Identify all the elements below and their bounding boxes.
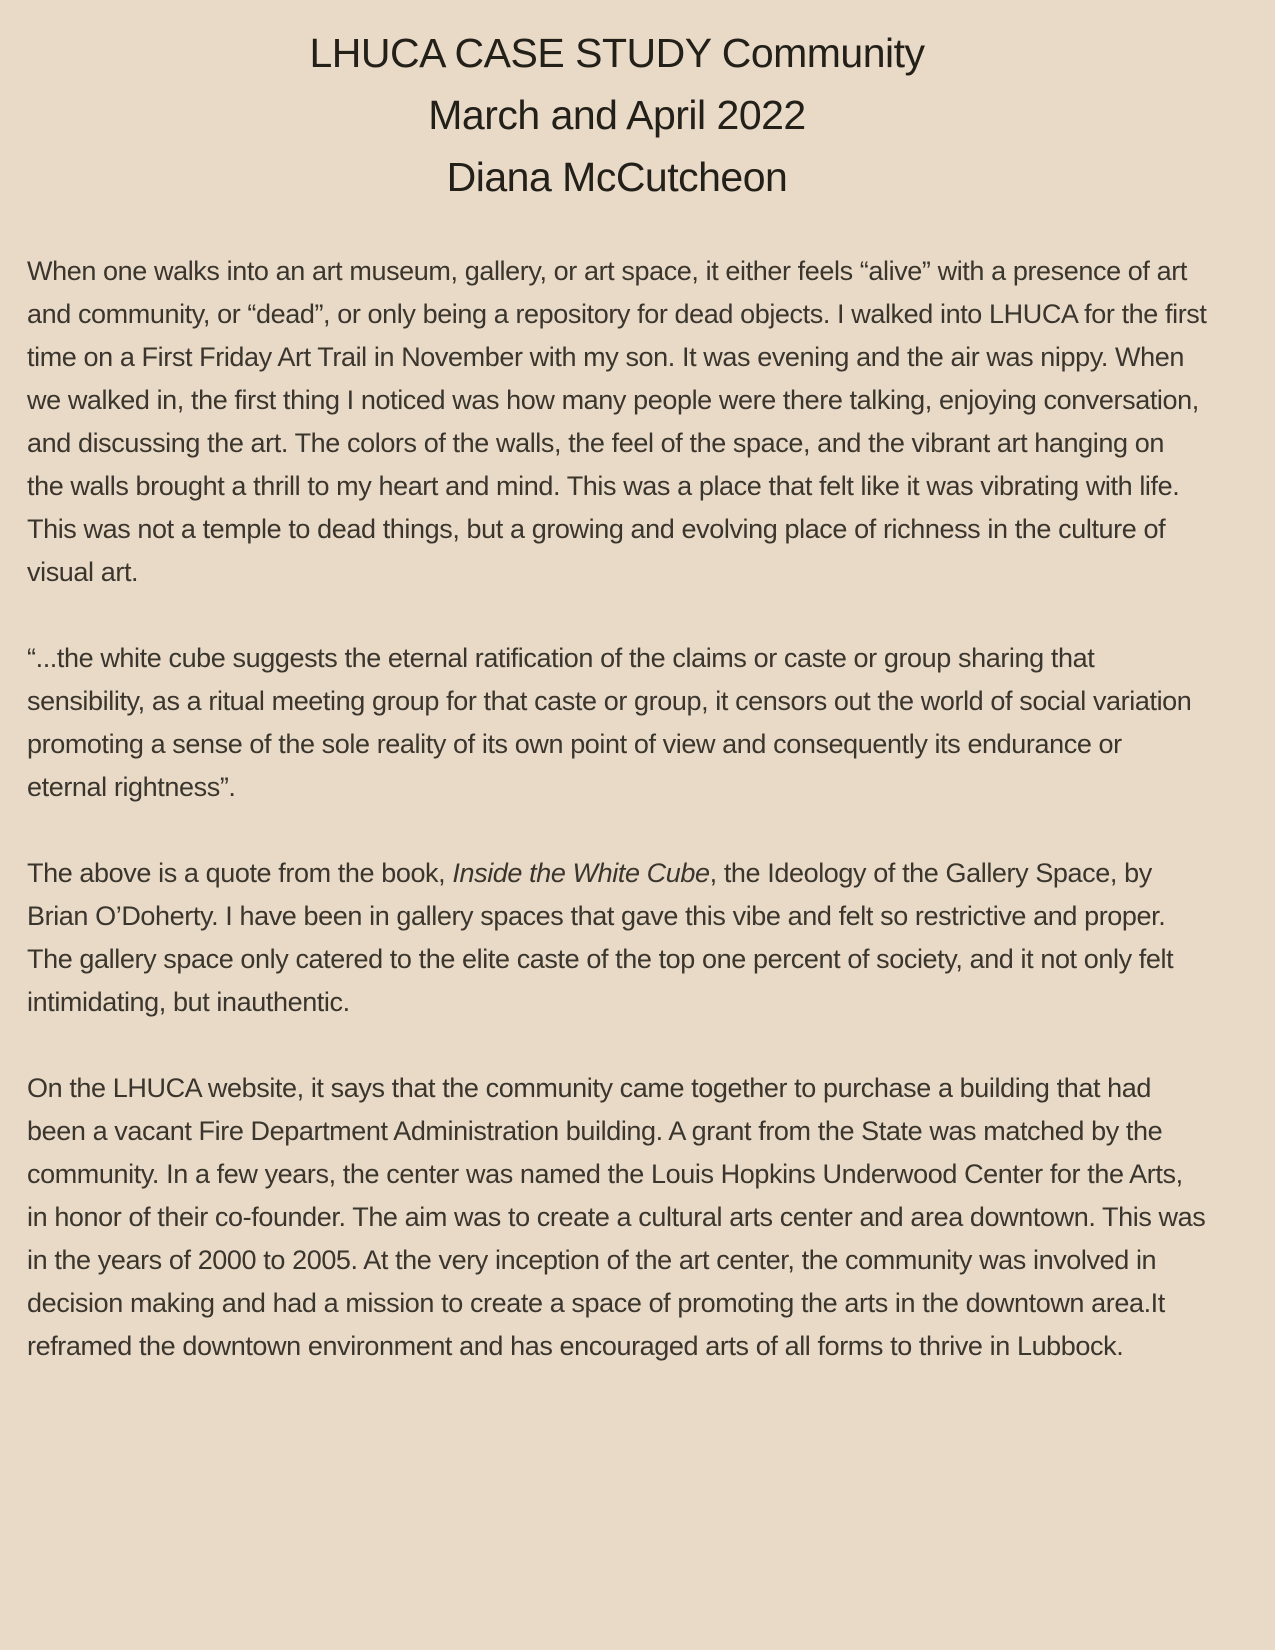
document-body — [27, 250, 1207, 1368]
paragraph-book-reference — [27, 852, 1207, 1024]
paragraph-intro: When one walks into an art museum, gallery, or art space, it either feels “alive” with a presence of art and community, or “dead”, or only being a repository for dead objects. I walked into LHUCA for the first time on a First Friday Art Trail in November with my son. It was evening and the air was nippy. When we walked in, the first thing I noticed was how many people were there talking, enjoying conversation, and discussing the art. The colors of the walls, the feel of the space, and the vibrant art hanging on the walls brought a thrill to my heart and mind. This was a place that felt like it was vibrating with life. This was not a temple to dead things, but a growing and evolving place of richness in the culture of visual art. — [27, 256, 1207, 587]
book-title-italic: Inside the White Cube — [452, 858, 710, 888]
paragraph-lhuca-history: On the LHUCA website, it says that the community came together to purchase a building that had been a vacant Fire Department Administration building. A grant from the State was matched by the community. In a few years, the center was named the Louis Hopkins Underwood Center for the Arts, in honor of their co-founder. The aim was to create a cultural arts center and area downtown. This was in the years of 2000 to 2005. At the very inception of the art center, the community was involved in decision making and had a mission to create a space of promoting the arts in the downtown area.It reframed the downtown environment and has encouraged arts of all forms to thrive in Lubbock. — [27, 1073, 1206, 1361]
document-author: Diana McCutcheon — [446, 154, 788, 200]
document-title: LHUCA CASE STUDY Community — [309, 30, 925, 76]
title-block — [27, 22, 1207, 208]
paragraph-quote: “...the white cube suggests the eternal ratification of the claims or caste or group sharing that sensibility, as a ritual meeting group for that caste or group, it censors out the world of social variation promoting a sense of the sole reality of its own point of view and consequently its endurance or eternal rightness”. — [27, 643, 1192, 802]
paragraph-book-reference-lead: The above is a quote from the book, — [27, 858, 453, 888]
document-date: March and April 2022 — [428, 92, 806, 138]
paragraph-book-reference-rest: , the Ideology of the Gallery Space, by Brian O’Doherty. I have been in gallery spaces that gave this vibe and felt so restrictive and proper. The gallery space only catered to the elite caste of the top one percent of society, and it not only felt intimidating, but inauthentic. — [27, 858, 1174, 1017]
